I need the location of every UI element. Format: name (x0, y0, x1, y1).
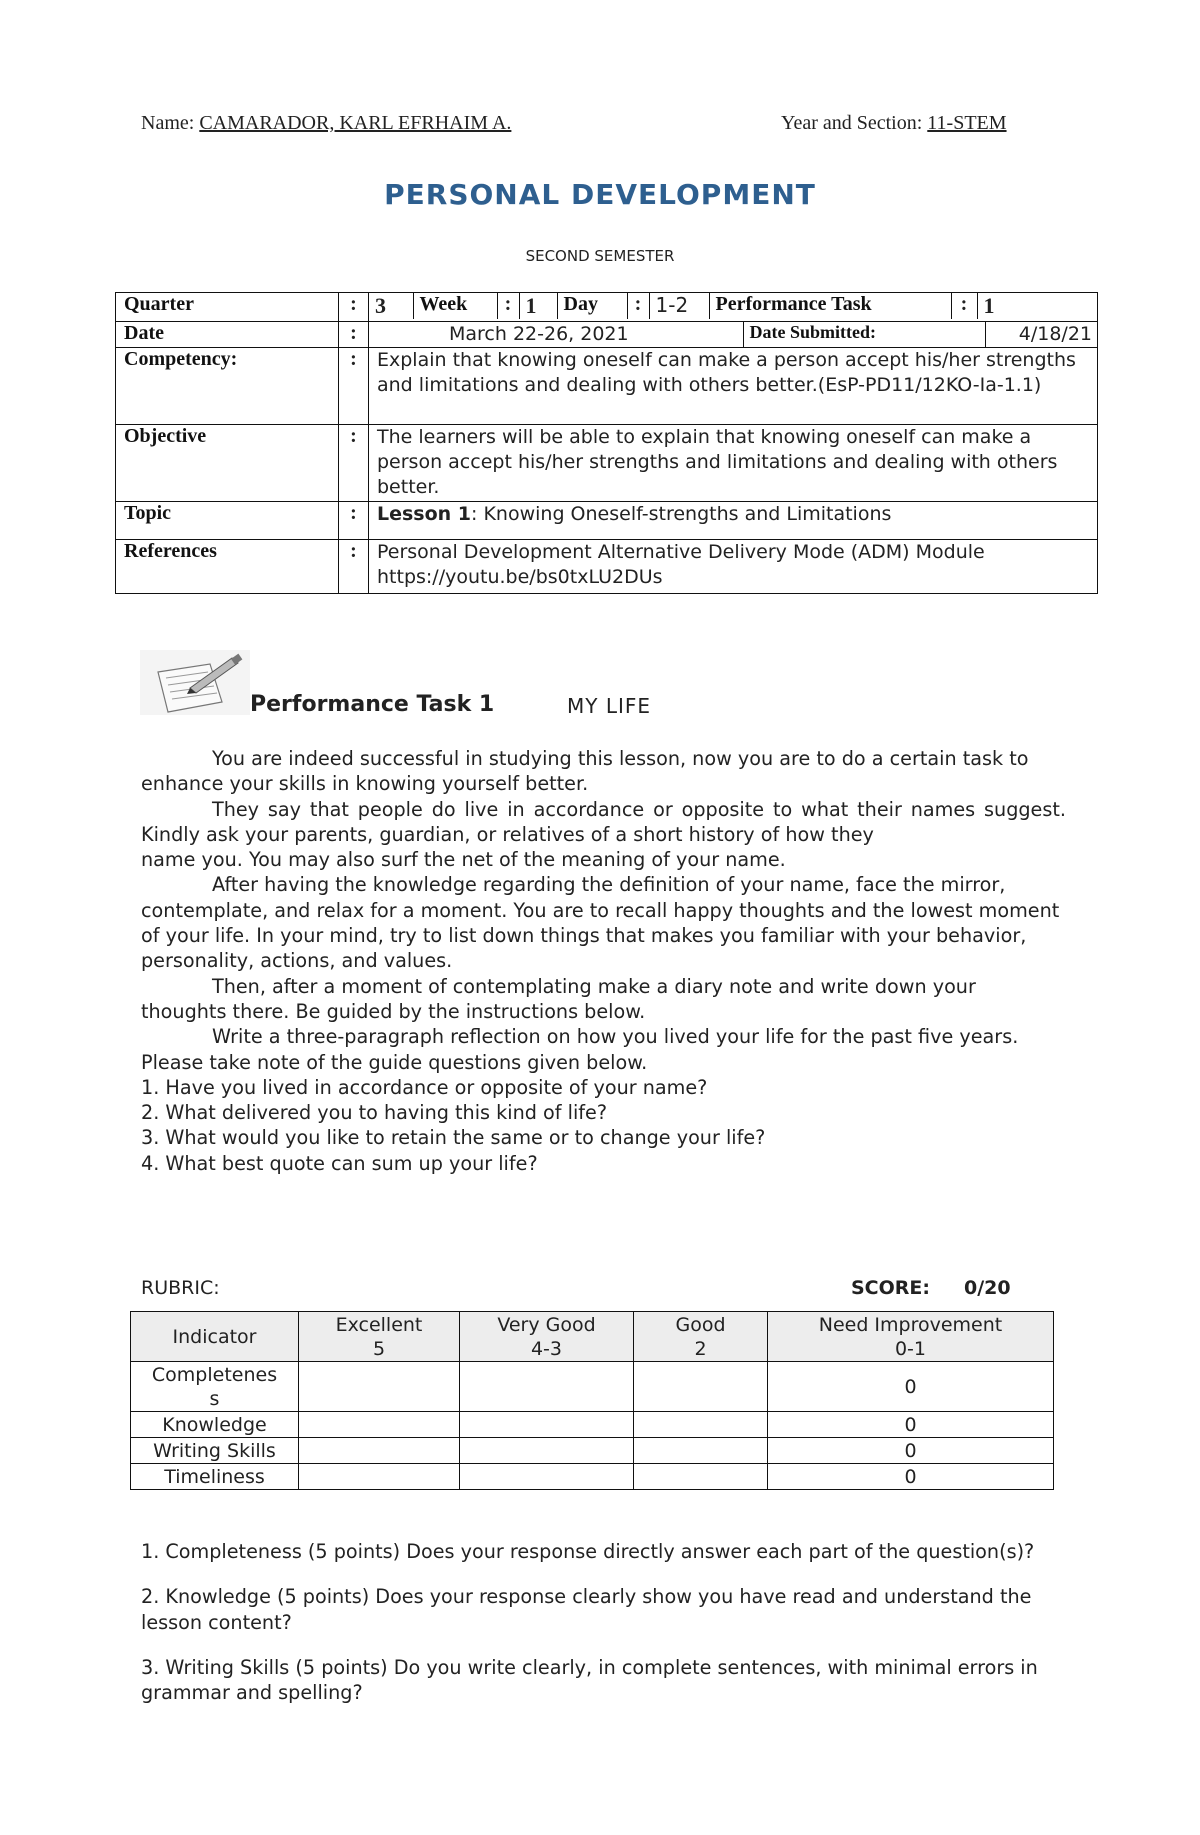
rubric-cell (460, 1464, 634, 1490)
colon: : (339, 293, 369, 322)
references-label: References (116, 540, 339, 594)
rubric-header-good: Good 2 (634, 1312, 768, 1362)
date-row (116, 322, 1098, 348)
quarter-label: Quarter (116, 293, 339, 322)
semester-label: SECOND SEMESTER (525, 247, 675, 265)
references-row (116, 540, 1098, 594)
rubric-label: RUBRIC: (141, 1277, 220, 1299)
rubric-criteria (141, 1539, 1041, 1725)
table-row (131, 1438, 1054, 1464)
rubric-cell (634, 1438, 768, 1464)
rubric-header-row (131, 1312, 1054, 1362)
week-label: Week (413, 293, 497, 319)
rubric-header-need-improvement: Need Improvement 0-1 (768, 1312, 1054, 1362)
week-value: 1 (519, 293, 557, 319)
topic-label: Topic (116, 502, 339, 540)
rubric-score: 0 (768, 1438, 1054, 1464)
quarter-value: 3 (375, 293, 386, 318)
colon: : (339, 540, 369, 594)
rubric-indicator: Timeliness (131, 1464, 299, 1490)
topic-lesson-number: Lesson 1 (377, 503, 472, 525)
student-name-line (141, 112, 511, 135)
performance-task-label: Performance Task (709, 293, 951, 319)
date-label: Date (116, 322, 339, 348)
colon: : (497, 293, 519, 319)
date-value: March 22-26, 2021 (449, 323, 629, 345)
guide-question: 3. What would you like to retain the same or to change your life? (141, 1126, 766, 1150)
table-row (131, 1412, 1054, 1438)
rubric-indicator: Completenes s (131, 1362, 299, 1412)
task-instructions (141, 746, 1066, 1176)
criterion-item: 2. Knowledge (5 points) Does your response clearly show you have read and understand the lesson content? (141, 1585, 1032, 1634)
topic-value (369, 502, 1098, 540)
references-value (369, 540, 1098, 594)
colon: : (951, 293, 977, 319)
rubric-indicator: Knowledge (131, 1412, 299, 1438)
year-section-value: 11-STEM (927, 112, 1007, 134)
rubric-table (130, 1311, 1054, 1490)
performance-task-subtitle: MY LIFE (567, 694, 652, 718)
lesson-info-table (115, 292, 1098, 594)
rubric-cell (460, 1412, 634, 1438)
rubric-indicator: Writing Skills (131, 1438, 299, 1464)
rubric-cell (299, 1464, 460, 1490)
date-submitted-label: Date Submitted: (743, 322, 985, 347)
instruction-paragraph: You are indeed successful in studying this lesson, now you are to do a certain task to enhance your skills in knowing yourself better. (141, 747, 1029, 796)
rubric-score: 0 (768, 1412, 1054, 1438)
objective-label: Objective (116, 425, 339, 502)
rubric-cell (460, 1438, 634, 1464)
instruction-paragraph: After having the knowledge regarding the definition of your name, face the mirror, contemplate, and relax for a moment. You are to recall happy thoughts and the lowest moment of your life. In your mind, try to list down things that makes you familiar with your behavior, personality, actions, and values. (141, 873, 1060, 973)
reference-link[interactable]: https://youtu.be/bs0txLU2DUs (377, 566, 663, 588)
rubric-cell (634, 1412, 768, 1438)
rubric-cell (299, 1412, 460, 1438)
reference-module: Personal Development Alternative Delivery Mode (ADM) Module (377, 541, 985, 563)
objective-row (116, 425, 1098, 502)
rubric-cell (460, 1362, 634, 1412)
instruction-paragraph: They say that people do live in accordance or opposite to what their names suggest. Kindly ask your parents, guardian, or relatives of a short history of how they (141, 797, 1066, 846)
table-row (131, 1362, 1054, 1412)
name-label: Name: (141, 112, 195, 134)
guide-question: 4. What best quote can sum up your life? (141, 1151, 538, 1175)
colon: : (339, 348, 369, 425)
colon: : (339, 322, 369, 348)
competency-row (116, 348, 1098, 425)
topic-row (116, 502, 1098, 540)
date-submitted-value: 4/18/21 (985, 322, 1098, 347)
rubric-header-very-good: Very Good 4-3 (460, 1312, 634, 1362)
rubric-cell (634, 1362, 768, 1412)
criterion-item: 3. Writing Skills (5 points) Do you write clearly, in complete sentences, with minimal errors in grammar and spelling? (141, 1655, 1038, 1705)
rubric-cell (634, 1464, 768, 1490)
score-value: 0/20 (964, 1277, 1011, 1299)
performance-task-value: 1 (977, 293, 1098, 319)
colon: : (339, 502, 369, 540)
section-label: Year and Section: (781, 112, 923, 134)
student-name: CAMARADOR, KARL EFRHAIM A. (199, 112, 512, 134)
rubric-score: 0 (768, 1362, 1054, 1412)
instruction-paragraph: thoughts there. Be guided by the instructions below. (141, 999, 646, 1023)
instruction-paragraph: name you. You may also surf the net of the meaning of your name. (141, 848, 786, 872)
quarter-row (116, 293, 1098, 322)
criterion-item: 1. Completeness (5 points) Does your response directly answer each part of the question(s)? (141, 1540, 1035, 1563)
competency-label: Competency: (116, 348, 339, 425)
instruction-paragraph: Write a three-paragraph reflection on how you lived your life for the past five years. Please take note of the guide questions given below. (141, 1025, 1019, 1074)
instruction-paragraph: Then, after a moment of contemplating make a diary note and write down your (212, 974, 976, 998)
pencil-paper-icon (140, 650, 250, 715)
guide-question: 1. Have you lived in accordance or opposite of your name? (141, 1075, 708, 1099)
document-title: PERSONAL DEVELOPMENT (384, 178, 816, 211)
objective-value: The learners will be able to explain that knowing oneself can make a person accept his/her strengths and limitations and dealing with others better. (369, 425, 1098, 502)
colon: : (339, 425, 369, 502)
topic-title: : Knowing Oneself-strengths and Limitations (471, 503, 892, 525)
competency-value: Explain that knowing oneself can make a person accept his/her strengths and limitations and dealing with others better.(EsP-PD11/12KO-Ia-1.1) (369, 348, 1098, 425)
guide-question: 2. What delivered you to having this kind of life? (141, 1101, 608, 1125)
score-label: SCORE: (851, 1277, 930, 1299)
day-value: 1-2 (649, 293, 709, 319)
colon: : (627, 293, 649, 319)
rubric-cell (299, 1362, 460, 1412)
performance-task-title: Performance Task 1 (250, 692, 495, 717)
rubric-cell (299, 1438, 460, 1464)
table-row (131, 1464, 1054, 1490)
rubric-score: 0 (768, 1464, 1054, 1490)
day-label: Day (557, 293, 627, 319)
rubric-header-indicator: Indicator (131, 1312, 299, 1362)
rubric-header-excellent: Excellent 5 (299, 1312, 460, 1362)
year-section-line (781, 112, 1007, 135)
